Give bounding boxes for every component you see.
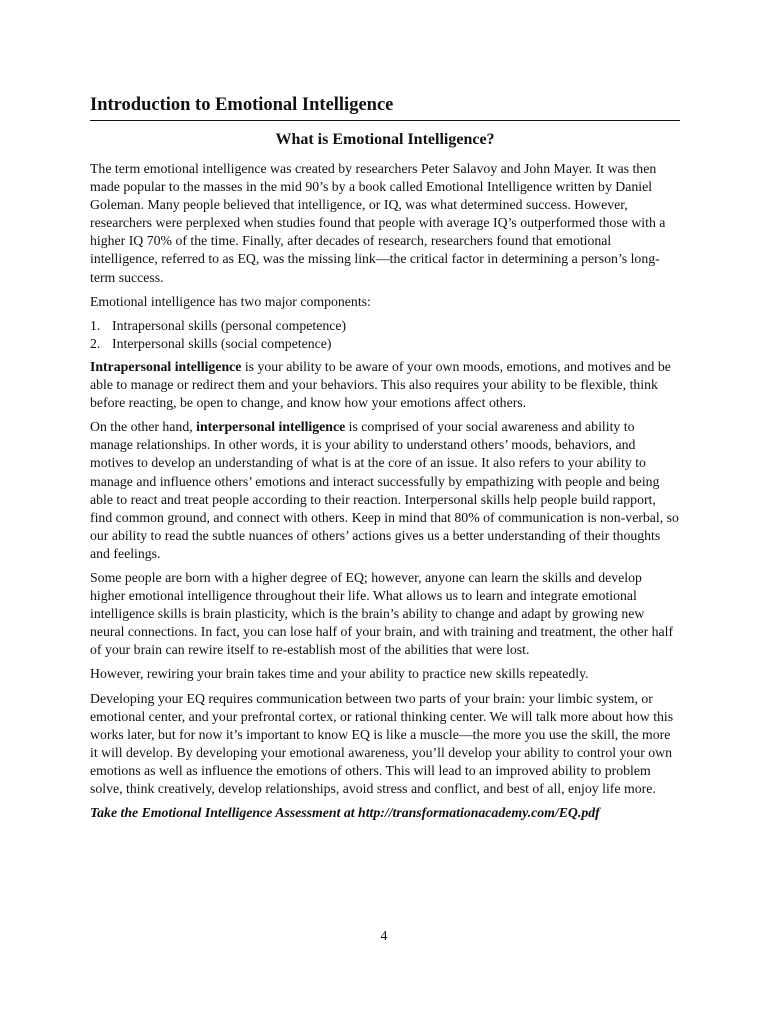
interpersonal-term: interpersonal intelligence: [196, 419, 346, 435]
list-item: [90, 317, 680, 335]
list-item: [90, 335, 680, 353]
list-item-number: 1.: [90, 317, 101, 333]
paragraph-intro: The term emotional intelligence was created by researchers Peter Salavoy and John Mayer. It was then made popular to the masses in the mid 90’s by a book called Emotional Intelligence written by Daniel Goleman. Many people believed that intelligence, or IQ, was what determined success. However, researchers were perplexed when studies found that people with average IQ’s outperformed those with a higher IQ 70% of the time. Finally, after decades of research, researchers found that emotional intelligence, referred to as EQ, was the missing link—the critical factor in determining a person’s long-term success.: [90, 161, 666, 285]
intrapersonal-term: Intrapersonal intelligence: [90, 358, 242, 374]
paragraph-rewiring: However, rewiring your brain takes time and your ability to practice new skills repeatedly.: [90, 666, 589, 682]
paragraph-components: Emotional intelligence has two major components:: [90, 293, 371, 309]
section-title: What is Emotional Intelligence?: [275, 131, 495, 148]
list-item-text: Interpersonal skills (social competence): [112, 335, 332, 351]
paragraph-intrapersonal: [90, 358, 680, 412]
page-number: 4: [380, 928, 388, 943]
page-content: [90, 93, 680, 828]
interpersonal-text: is comprised of your social awareness and ability to manage relationships. In other words, it is your ability to understand others’ moods, behaviors, and motives to develop an understanding of what is at the core of an issue. It also refers to your ability to manage and influence others’ emotions and interact successfully by empathizing with people and being able to react and treat people according to their reaction. Interpersonal skills help people build rapport, find common ground, and connect with others. Keep in mind that 80% of communication is non-verbal, so our ability to read the subtle nuances of others’ actions gives us a better understanding of their thoughts and feelings.: [90, 419, 679, 561]
paragraph-plasticity: Some people are born with a higher degree of EQ; however, anyone can learn the skills and develop higher emotional intelligence throughout their life. What allows us to learn and integrate emotional intelligence skills is brain plasticity, which is the brain’s ability to change and adapt by growing new neural connections. In fact, you can lose half of your brain, and with training and treatment, the other half of your brain can rewire itself to re-establish most of the abilities that were lost.: [90, 569, 674, 658]
assessment-note: Take the Emotional Intelligence Assessment at http://transformationacademy.com/EQ.pdf: [90, 805, 600, 821]
list-item-text: Intrapersonal skills (personal competence): [112, 317, 347, 333]
interpersonal-lead: On the other hand,: [90, 419, 197, 435]
paragraph-interpersonal: [90, 418, 680, 563]
chapter-title: Introduction to Emotional Intelligence: [90, 93, 680, 121]
intrapersonal-text: is your ability to be aware of your own moods, emotions, and motives and be able to manage or redirect them and your behaviors. This also requires your ability to be flexible, think before reacting, be open to change, and know how your emotions affect others.: [90, 358, 671, 411]
components-list: [90, 317, 680, 353]
paragraph-developing-eq: Developing your EQ requires communication between two parts of your brain: your limbic system, or emotional center, and your prefrontal cortex, or rational thinking center. We will talk more about how this works later, but for now it’s important to know EQ is like a muscle—the more you use the skill, the more it will develop. By developing your emotional awareness, you’ll develop your ability to control your own emotions as well as influence the emotions of others. This will lead to an improved ability to problem solve, think creatively, develop relationships, avoid stress and conflict, and best of all, enjoy life more.: [90, 690, 674, 796]
list-item-number: 2.: [90, 335, 101, 351]
